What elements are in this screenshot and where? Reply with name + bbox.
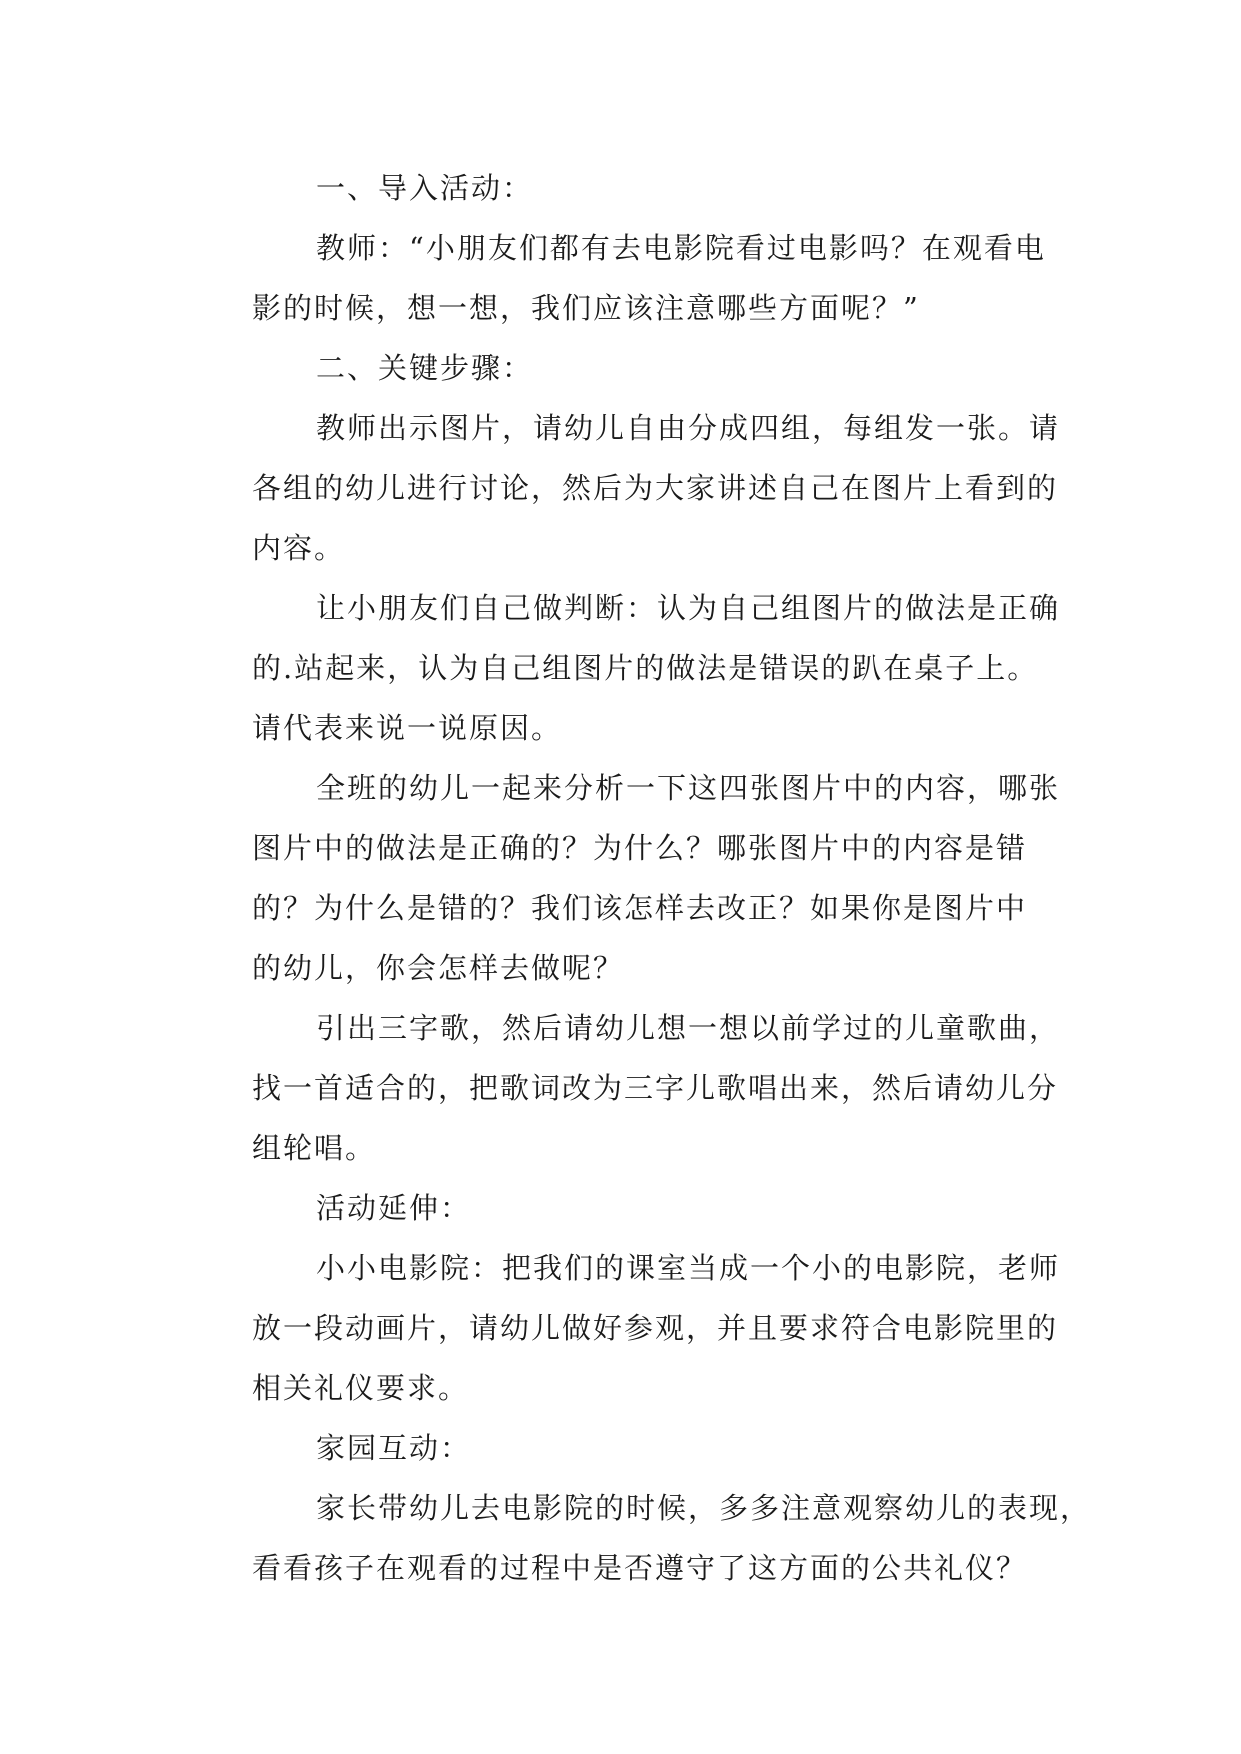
text-line: 看看孩子在观看的过程中是否遵守了这方面的公共礼仪？: [252, 1551, 1028, 1585]
text-line: 组轮唱。: [252, 1131, 377, 1165]
text-line: 小小电影院：把我们的课室当成一个小的电影院，老师: [316, 1251, 1061, 1285]
text-line: 教师出示图片，请幼儿自由分成四组，每组发一张。请: [316, 411, 1061, 445]
text-line: 各组的幼儿进行讨论，然后为大家讲述自己在图片上看到的: [252, 471, 1059, 505]
text-line: 让小朋友们自己做判断：认为自己组图片的做法是正确: [316, 591, 1061, 625]
text-line: 全班的幼儿一起来分析一下这四张图片中的内容，哪张: [316, 771, 1061, 805]
text-line: 家园互动：: [316, 1431, 472, 1465]
text-line: 的.站起来，认为自己组图片的做法是错误的趴在桌子上。: [252, 651, 1039, 685]
paragraph-class-analysis: [188, 758, 1061, 998]
paragraph-parents-cinema: [188, 1478, 1092, 1598]
text-line: 教师：“小朋友们都有去电影院看过电影吗？在观看电: [316, 231, 1046, 265]
paragraph-show-pictures: [188, 398, 1061, 578]
text-line: 的？为什么是错的？我们该怎样去改正？如果你是图片中: [252, 891, 1028, 925]
text-line: 相关礼仪要求。: [252, 1371, 470, 1405]
paragraph-little-cinema: [188, 1238, 1061, 1418]
text-line: 家长带幼儿去电影院的时候，多多注意观察幼儿的表现，: [316, 1491, 1092, 1525]
heading-key-steps: [188, 338, 1053, 398]
paragraph-judgement: [188, 578, 1061, 758]
paragraph-three-word-song: [188, 998, 1061, 1178]
heading-intro-activity: [188, 158, 1053, 218]
text-line: 找一首适合的，把歌词改为三字儿歌唱出来，然后请幼儿分: [252, 1071, 1059, 1105]
text-line: 请代表来说一说原因。: [252, 711, 563, 745]
text-line: 内容。: [252, 531, 346, 565]
text-line: 引出三字歌，然后请幼儿想一想以前学过的儿童歌曲，: [316, 1011, 1061, 1045]
text-line: 影的时候，想一想，我们应该注意哪些方面呢？”: [252, 291, 920, 325]
text-line: 二、关键步骤：: [316, 351, 534, 385]
text-line: 图片中的做法是正确的？为什么？哪张图片中的内容是错: [252, 831, 1028, 865]
text-line: 放一段动画片，请幼儿做好参观，并且要求符合电影院里的: [252, 1311, 1059, 1345]
text-line: 一、导入活动：: [316, 171, 534, 205]
paragraph-teacher-question: [188, 218, 1053, 338]
heading-activity-extension: [188, 1178, 1053, 1238]
text-line: 活动延伸：: [316, 1191, 472, 1225]
heading-home-interaction: [188, 1418, 1053, 1478]
text-line: 的幼儿，你会怎样去做呢？: [252, 951, 625, 985]
document-body: [188, 158, 1092, 1598]
